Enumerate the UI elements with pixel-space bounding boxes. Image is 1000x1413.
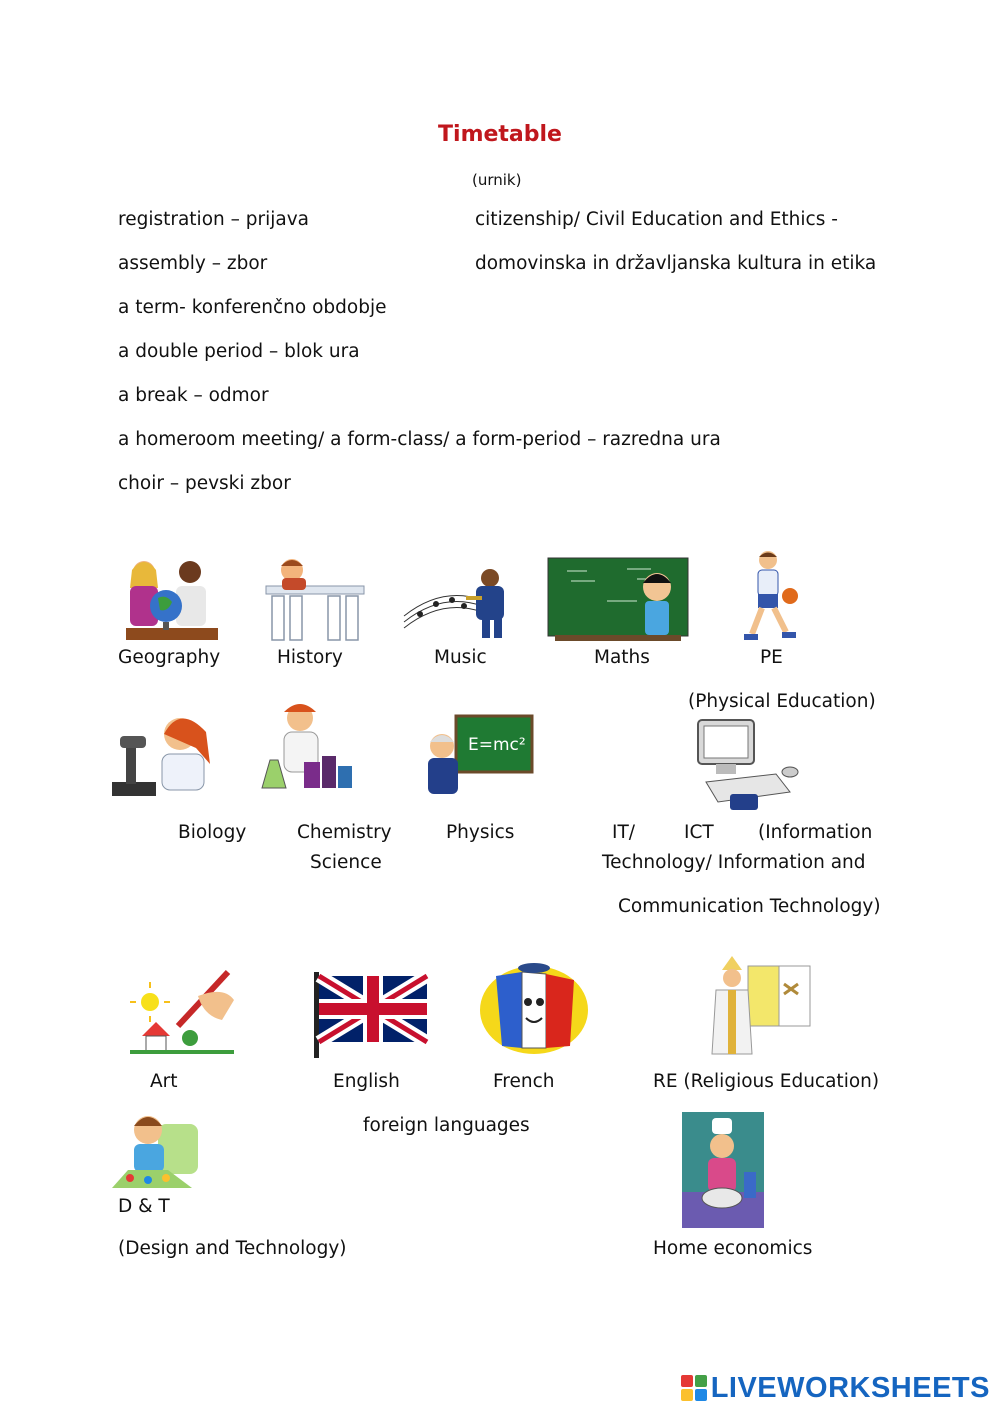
physics-image [420, 714, 534, 798]
vocab-item: registration – prijava [118, 209, 309, 230]
subject-re: RE (Religious Education) [653, 1071, 880, 1092]
subject-chemistry: Chemistry [297, 822, 392, 843]
music-image [402, 566, 520, 642]
subject-it: IT/ [612, 822, 635, 843]
page-title: Timetable [438, 122, 562, 147]
vocab-item-citizenship-translation: domovinska in državljanska kultura in etika [475, 253, 877, 274]
foreign-languages-label: foreign languages [363, 1115, 530, 1136]
subject-english: English [333, 1071, 400, 1092]
subject-ict: ICT [684, 822, 714, 843]
art-image [128, 966, 236, 1056]
subject-home-economics: Home economics [653, 1238, 813, 1259]
subject-geography: Geography [118, 647, 221, 668]
home-economics-image [682, 1112, 764, 1228]
vocab-item-citizenship: citizenship/ Civil Education and Ethics - [475, 209, 838, 230]
history-image [262, 556, 368, 642]
subject-dt: D & T [118, 1196, 170, 1217]
vocab-item: a break – odmor [118, 385, 269, 406]
biology-image [110, 708, 214, 800]
subject-history: History [277, 647, 343, 668]
liveworksheets-logo-text: LIVEWORKSHEETS [710, 1371, 990, 1404]
chemistry-image [254, 700, 358, 794]
ict-image [686, 716, 804, 816]
maths-image [547, 557, 689, 643]
liveworksheets-logo [681, 1371, 990, 1405]
subject-pe: PE [760, 647, 783, 668]
subject-french: French [493, 1071, 555, 1092]
subject-dt-full: (Design and Technology) [118, 1238, 347, 1259]
vocab-item: assembly – zbor [118, 253, 268, 274]
subject-art: Art [150, 1071, 178, 1092]
physics-formula: E=mc² [468, 735, 526, 755]
subject-science: Science [310, 852, 382, 873]
liveworksheets-logo-icon [681, 1375, 707, 1401]
subject-ict-full-3: Communication Technology) [618, 896, 881, 917]
subject-biology: Biology [178, 822, 247, 843]
vocab-item: a double period – blok ura [118, 341, 360, 362]
page-subtitle: (urnik) [472, 171, 522, 189]
vocab-item: a term- konferenčno obdobje [118, 297, 387, 318]
re-image [704, 954, 812, 1058]
vocab-item: choir – pevski zbor [118, 473, 291, 494]
pe-image [728, 548, 808, 646]
dt-image [108, 1108, 200, 1192]
french-image [474, 962, 588, 1058]
geography-image [122, 554, 222, 644]
subject-maths: Maths [594, 647, 650, 668]
subject-ict-full-2: Technology/ Information and [602, 852, 866, 873]
english-flag-image [310, 970, 430, 1060]
subject-ict-full-1: (Information [758, 822, 873, 843]
subject-pe-full: (Physical Education) [688, 691, 876, 712]
subject-music: Music [434, 647, 487, 668]
vocab-item: a homeroom meeting/ a form-class/ a form-period – razredna ura [118, 429, 721, 450]
subject-physics: Physics [446, 822, 515, 843]
